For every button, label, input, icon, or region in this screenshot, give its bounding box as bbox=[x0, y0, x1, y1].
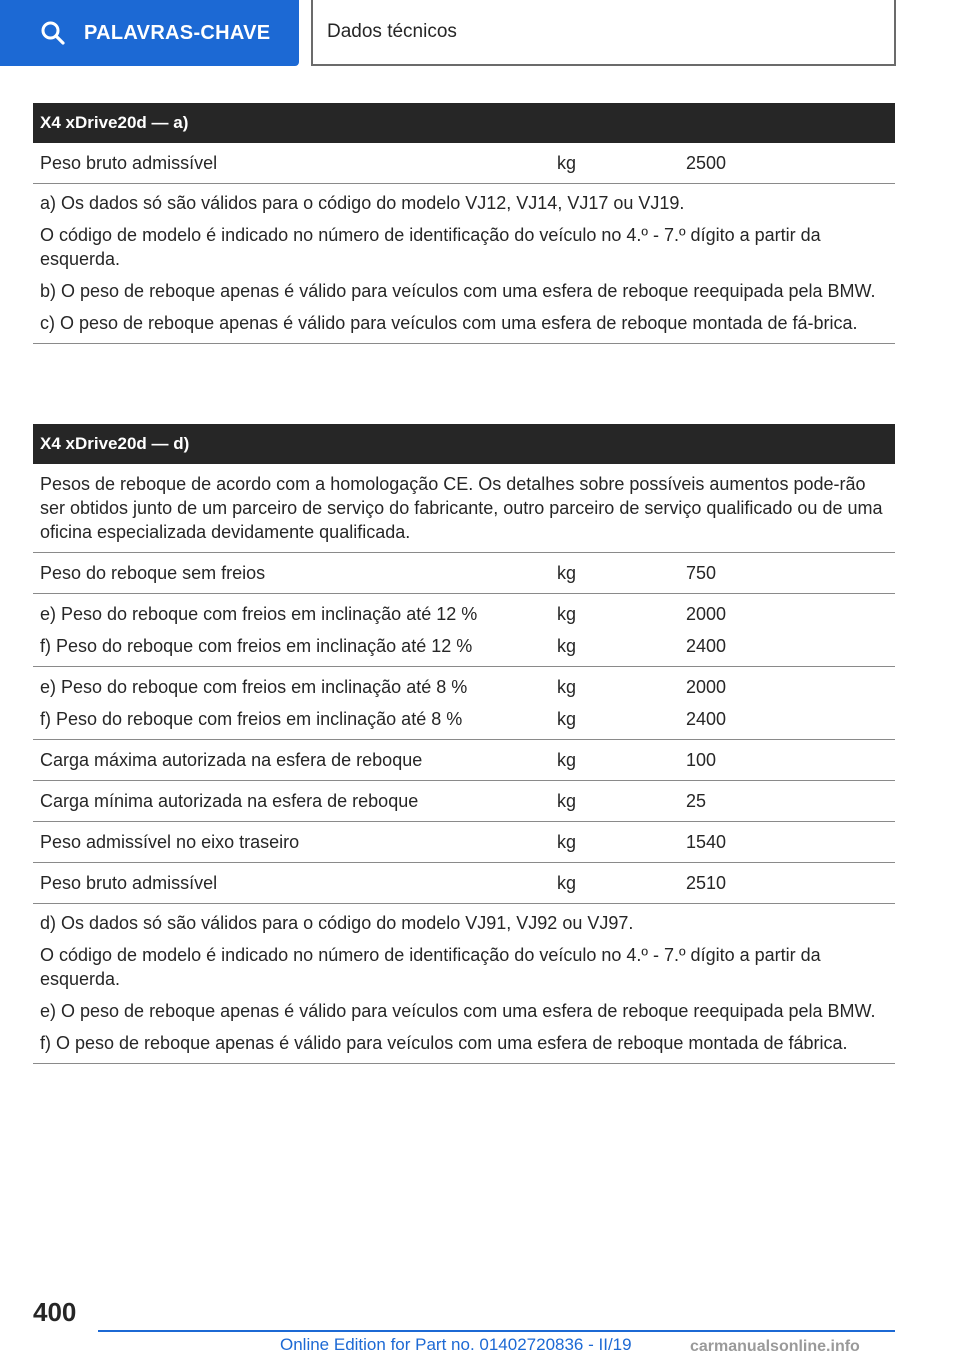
row-label: f) Peso do reboque com freios em inclinação até 8 % bbox=[40, 709, 463, 729]
footnotes bbox=[33, 904, 895, 1064]
row-value: 2400 bbox=[686, 709, 727, 729]
row-value: 750 bbox=[686, 563, 717, 583]
row-unit: kg bbox=[557, 750, 577, 770]
table-row bbox=[33, 863, 895, 904]
row-unit: kg bbox=[557, 636, 577, 656]
footnote: e) O peso de reboque apenas é válido para veículos com uma esfera de reboque reequipada pela BMW. bbox=[40, 1001, 876, 1021]
footer-divider bbox=[98, 1330, 895, 1332]
row-unit: kg bbox=[557, 873, 577, 893]
table-title: X4 xDrive20d — d) bbox=[33, 424, 895, 464]
keywords-button-label: PALAVRAS-CHAVE bbox=[84, 21, 271, 44]
row-label: e) Peso do reboque com freios em inclinação até 12 % bbox=[40, 604, 478, 624]
row-label: e) Peso do reboque com freios em inclinação até 8 % bbox=[40, 677, 468, 697]
row-value: 100 bbox=[686, 750, 717, 770]
row-label: Peso do reboque sem freios bbox=[40, 563, 266, 583]
table-row bbox=[33, 740, 895, 781]
table-intro: Pesos de reboque de acordo com a homologação CE. Os detalhes sobre possíveis aumentos pode-rão ser obtidos junto de um parceiro de serviço do fabricante, outro parceiro de serviço qualificado ou de uma oficina especializada devidamente qualificada. bbox=[33, 464, 895, 553]
row-value: 2000 bbox=[686, 677, 727, 697]
table-row bbox=[33, 667, 895, 740]
table-row bbox=[33, 553, 895, 594]
search-icon bbox=[40, 20, 66, 46]
table-title: X4 xDrive20d — a) bbox=[33, 103, 895, 143]
footnote: b) O peso de reboque apenas é válido para veículos com uma esfera de reboque reequipada pela BMW. bbox=[40, 281, 876, 301]
chapter-title[interactable]: Dados técnicos bbox=[311, 0, 896, 66]
footnote: a) Os dados só são válidos para o código do modelo VJ12, VJ14, VJ17 ou VJ19. bbox=[40, 193, 685, 213]
footnotes bbox=[33, 184, 895, 344]
watermark: carmanualsonline.info bbox=[690, 1338, 860, 1355]
edition-link[interactable]: Online Edition for Part no. 01402720836 - II/19 bbox=[280, 1335, 632, 1354]
top-bar bbox=[0, 0, 960, 66]
row-value: 25 bbox=[686, 791, 707, 811]
row-label: Peso bruto admissível bbox=[40, 153, 218, 173]
row-label: Peso bruto admissível bbox=[40, 873, 218, 893]
row-unit: kg bbox=[557, 709, 577, 729]
footnote: f) O peso de reboque apenas é válido para veículos com uma esfera de reboque montada de fábrica. bbox=[40, 1033, 848, 1053]
row-unit: kg bbox=[557, 832, 577, 852]
row-unit: kg bbox=[557, 153, 577, 173]
row-label: f) Peso do reboque com freios em inclinação até 12 % bbox=[40, 636, 473, 656]
row-value: 2500 bbox=[686, 153, 727, 173]
row-unit: kg bbox=[557, 604, 577, 624]
keywords-button[interactable] bbox=[0, 0, 299, 66]
table-row bbox=[33, 781, 895, 822]
row-value: 2400 bbox=[686, 636, 727, 656]
row-value: 2000 bbox=[686, 604, 727, 624]
table-x4-xdrive20d-a bbox=[33, 103, 895, 344]
table-row bbox=[33, 822, 895, 863]
row-unit: kg bbox=[557, 677, 577, 697]
row-value: 2510 bbox=[686, 873, 727, 893]
footnote: O código de modelo é indicado no número de identificação do veículo no 4.º - 7.º dígito a partir da esquerda. bbox=[40, 225, 821, 269]
row-unit: kg bbox=[557, 563, 577, 583]
footnote: O código de modelo é indicado no número de identificação do veículo no 4.º - 7.º dígito a partir da esquerda. bbox=[40, 945, 821, 989]
page-number: 400 bbox=[33, 1297, 77, 1327]
row-value: 1540 bbox=[686, 832, 727, 852]
row-unit: kg bbox=[557, 791, 577, 811]
table-row bbox=[33, 594, 895, 667]
footnote: d) Os dados só são válidos para o código do modelo VJ91, VJ92 ou VJ97. bbox=[40, 913, 634, 933]
table-row bbox=[33, 143, 895, 184]
row-label: Peso admissível no eixo traseiro bbox=[40, 832, 300, 852]
row-label: Carga máxima autorizada na esfera de reboque bbox=[40, 750, 423, 770]
footnote: c) O peso de reboque apenas é válido para veículos com uma esfera de reboque montada de fá-brica. bbox=[40, 313, 858, 333]
table-x4-xdrive20d-d bbox=[33, 424, 895, 1064]
row-label: Carga mínima autorizada na esfera de reboque bbox=[40, 791, 419, 811]
